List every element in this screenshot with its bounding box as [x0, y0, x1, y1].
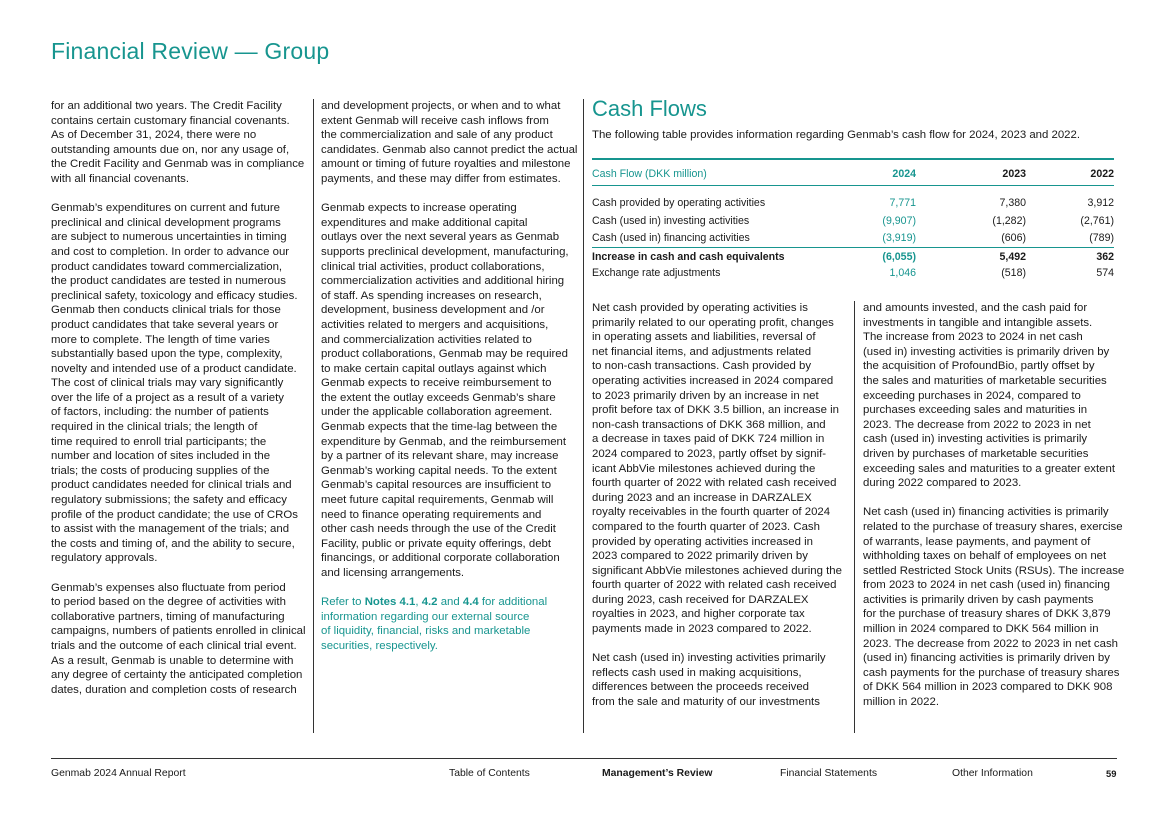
text-line: As a result, Genmab is unable to determine with [51, 654, 294, 667]
text-line: to non-cash transactions. Cash provided by [592, 360, 812, 373]
text-line: preclinical and clinical development programs [51, 216, 281, 229]
text-column-1 [51, 99, 306, 697]
text-column-3 [592, 301, 847, 710]
text-line: Genmab then conducts clinical trials for those [51, 304, 281, 317]
text-line: As of December 31, 2024, there were no [51, 129, 257, 142]
text-line: collaborative partners, timing of manufacturing [51, 610, 285, 623]
section-title: Cash Flows [592, 96, 707, 121]
text-line: Genmab’s working capital needs. To the extent [321, 464, 557, 477]
text-line: non-cash transactions of DKK 368 million, and [592, 418, 826, 431]
paragraph [321, 201, 578, 580]
text-line: reflects cash used in making acquisitions, [592, 666, 802, 679]
text-line: development, business development and /or [321, 304, 545, 317]
text-line: extent Genmab will receive cash inflows from [321, 114, 549, 127]
text-line: fourth quarter of 2022 with related cash received [592, 579, 837, 592]
text-line: the costs and timing of, and the ability to secure, [51, 537, 295, 550]
text-line: profit before tax of DKK 3.5 billion, an increase in [592, 404, 839, 417]
text-line: exceeding sales and maturities to a greater extent [863, 462, 1116, 475]
text-line: financings, or additional corporate collaboration [321, 552, 560, 565]
text-line: related to the purchase of treasury shares, exercise [863, 520, 1123, 533]
text-line: and cost to completion. In order to advance our [51, 245, 290, 258]
header-2024: 2024 [892, 168, 916, 180]
text-line: expenditures and make additional capital [321, 216, 528, 229]
text-line: commercialization activities and additional hiring [321, 275, 565, 288]
text-line: activities related to mergers and acquisitions, [321, 318, 549, 331]
paragraph [863, 301, 1121, 491]
text-line: the Credit Facility and Genmab was in compliance [51, 158, 305, 171]
column-divider [313, 99, 314, 733]
text-line: and development projects, or when and to what [321, 100, 561, 112]
text-line: need to finance operating requirements and [321, 508, 542, 521]
text-line: preclinical safety, toxicology and efficacy studies. [51, 289, 298, 302]
text-line: (used in) investing activities is primarily driven by [863, 345, 1110, 358]
text-line: the commercialization and sale of any product [321, 129, 553, 142]
text-line: payments, and these may differ from estimates. [321, 172, 561, 185]
footer-report-name: Genmab 2024 Annual Report [51, 768, 186, 779]
text-line: dates, duration and completion costs of research [51, 683, 297, 696]
text-line: activities is primarily driven by cash payments [863, 593, 1094, 606]
text-line: purchases exceeding sales and maturities in [863, 404, 1088, 417]
text-line: cash payments for the purchase of treasury shares [863, 666, 1120, 679]
text-line: regulatory approvals. [51, 552, 158, 565]
footer-link-management-review[interactable]: Management’s Review [602, 768, 713, 779]
text-line: during 2023, cash received for DARZALEX [592, 593, 809, 606]
text-line: by a partner of its relevant share, may increase [321, 450, 559, 463]
text-line: investments in tangible and intangible assets. [863, 316, 1093, 329]
text-line: driven by purchases of marketable securities [863, 447, 1089, 460]
text-line: the sales and maturities of marketable securities [863, 374, 1107, 387]
text-line: trials and the outcome of each clinical trial event. [51, 639, 297, 652]
paragraph [51, 201, 306, 566]
text-line: substantially based upon the type, complexity, [51, 348, 283, 361]
header-label: Cash Flow (DKK million) [592, 168, 707, 180]
text-line: product collaborations, Genmab may be required [321, 348, 568, 361]
text-line: 2023. The decrease from 2022 to 2023 in net cash [863, 637, 1118, 650]
text-line: product candidates needed for clinical trials and [51, 479, 292, 492]
text-line: profile of the product candidate; the use of CROs [51, 508, 298, 521]
text-line: the extent the outlay exceeds Genmab’s share [321, 391, 556, 404]
section-intro: The following table provides information regarding Genmab’s cash flow for 2024, 2023 and 2022. [592, 129, 1080, 141]
paragraph [51, 99, 306, 187]
text-line: of staff. As spending increases on research, [321, 289, 542, 302]
text-line: the acquisition of ProfoundBio, partly offset by [863, 360, 1095, 373]
text-line: Genmab expects to receive reimbursement to [321, 377, 552, 390]
header-2022: 2022 [1090, 168, 1114, 180]
header-2023: 2023 [1002, 168, 1026, 180]
paragraph [51, 581, 306, 698]
text-line: campaigns, numbers of patients enrolled in clinical [51, 625, 306, 638]
text-line: withholding taxes on behalf of employees on net [863, 550, 1107, 563]
table-header [592, 160, 1114, 186]
text-line: and licensing arrangements. [321, 567, 465, 579]
text-line: and amounts invested, and the cash paid for [863, 302, 1088, 314]
column-divider [854, 301, 855, 733]
column-divider [583, 99, 584, 733]
paragraph [863, 505, 1125, 709]
text-line: Net cash provided by operating activities is [592, 302, 808, 314]
text-line: Facility, public or private equity offerings, debt [321, 537, 552, 550]
text-line: significant AbbVie milestones achieved during the [592, 564, 842, 577]
text-line: the product candidates are tested in numerous [51, 275, 286, 288]
note-link-4-2[interactable]: 4.2 [421, 596, 438, 609]
text-line: Genmab’s expenses also fluctuate from period [51, 581, 286, 594]
text-line: required in the clinical trials; the length of [51, 421, 258, 434]
text-line: Net cash (used in) financing activities is primarily [863, 506, 1109, 519]
text-line: regulatory submissions; the safety and efficacy [51, 494, 287, 507]
text-line: outstanding amounts due on, nor any usage of, [51, 143, 290, 156]
table-row-total: Increase in cash and cash equivalents (6,055) 5,492 362 [592, 247, 1114, 265]
text-line: clinical trial activities, product collaborations, [321, 260, 545, 273]
text-line: product candidates toward commercialization, [51, 260, 283, 273]
text-line: and commercialization activities related to [321, 333, 532, 346]
footer-link-financial-statements[interactable]: Financial Statements [780, 768, 878, 779]
text-line: any degree of certainty the anticipated completion [51, 669, 303, 682]
text-line: novelty and intended use of a product candidate. [51, 362, 297, 375]
text-column-2 [321, 99, 578, 654]
text-line: primarily related to our operating profit, changes [592, 316, 834, 329]
text-line: exceeding purchases in 2024, compared to [863, 389, 1081, 402]
text-line: The cost of clinical trials may vary significantly [51, 377, 284, 390]
text-line: Genmab’s capital resources are insufficient to [321, 479, 552, 492]
text-line: million in 2024 compared to DKK 564 million in [863, 623, 1099, 636]
paragraph [321, 99, 578, 187]
text-line: million in 2022. [863, 696, 939, 709]
table-row: Exchange rate adjustments 1,046 (518) 574 [592, 267, 1114, 279]
text-line: 2023. The decrease from 2022 to 2023 in net [863, 418, 1091, 431]
text-line: cash (used in) investing activities is primarily [863, 433, 1088, 446]
text-line: are subject to numerous uncertainties in timing [51, 231, 287, 244]
text-line: provided by operating activities increased in [592, 535, 813, 548]
footer-link-other-information[interactable]: Other Information [952, 768, 1033, 779]
text-line: payments made in 2023 compared to 2022. [592, 623, 812, 636]
text-line: 2024 compared to 2023, partly offset by signif- [592, 447, 827, 460]
text-line: settled Restricted Stock Units (RSUs). The increase [863, 564, 1125, 577]
text-line: operating activities increased in 2024 compared [592, 374, 834, 387]
text-line: expenditure by Genmab, and the reimbursement [321, 435, 567, 448]
text-line: during 2023 and an increase in DARZALEX [592, 491, 812, 504]
paragraph [592, 301, 847, 637]
text-line: compared to the fourth quarter of 2023. Cash [592, 520, 820, 533]
note-link-4-1[interactable]: Notes 4.1 [364, 596, 416, 609]
text-line: The increase from 2023 to 2024 in net cash [863, 331, 1083, 344]
text-line: contains certain customary financial covenants. [51, 114, 290, 127]
text-line: supports preclinical development, manufacturing, [321, 245, 569, 258]
page-title: Financial Review — Group [51, 38, 330, 64]
text-line: under the applicable collaboration agreement. [321, 406, 553, 419]
text-line: from 2023 to 2024 in net cash (used in) financing [863, 579, 1110, 592]
text-line: Genmab expects that the time-lag between the [321, 421, 558, 434]
text-line: of warrants, lease payments, and payment of [863, 535, 1091, 548]
text-line: more to complete. The length of time varies [51, 333, 270, 346]
text-line: for the purchase of treasury shares of DKK 3,879 [863, 608, 1111, 621]
text-line: to period based on the degree of activities with [51, 596, 286, 609]
text-line: to make certain capital outlays against which [321, 362, 547, 375]
text-line: amount or timing of future royalties and milestone [321, 158, 571, 171]
text-line: with all financial covenants. [51, 172, 190, 185]
notes-reference: Refer to Notes 4.1, 4.2 and 4.4 for additional information regarding our external source of liquidity, financial, risks and marketable securities, respectively. [321, 596, 548, 652]
footer-rule [51, 758, 1117, 759]
page-number: 59 [1106, 768, 1117, 779]
text-line: Genmab expects to increase operating [321, 202, 517, 215]
text-line: fourth quarter of 2022 with related cash received [592, 477, 837, 490]
text-line: for an additional two years. The Credit Facility [51, 100, 282, 112]
text-line: to 2023 primarily driven by an increase in net [592, 389, 819, 402]
text-line: Net cash (used in) investing activities primarily [592, 652, 826, 665]
text-line: (used in) financing activities is primarily driven by [863, 652, 1110, 665]
text-line: product candidates that take several years or [51, 318, 279, 331]
text-line: outlays over the next several years as Genmab [321, 231, 560, 244]
text-column-4 [863, 301, 1125, 710]
table-row: Cash provided by operating activities 7,771 7,380 3,912 [592, 197, 1114, 209]
paragraph [592, 651, 847, 709]
table-row: Cash (used in) financing activities (3,919) (606) (789) [592, 232, 1114, 244]
text-line: other cash needs through the use of the Credit [321, 523, 556, 536]
text-line: royalties in 2023, and higher corporate tax [592, 608, 805, 621]
note-link-4-4[interactable]: 4.4 [462, 596, 479, 609]
text-line: time required to enroll trial participants; the [51, 435, 267, 448]
text-line: in operating assets and liabilities, reversal of [592, 331, 816, 344]
table-row: Cash (used in) investing activities (9,907) (1,282) (2,761) [592, 214, 1114, 227]
text-line: of factors, including: the number of patients [51, 406, 269, 419]
text-line: during 2022 compared to 2023. [863, 477, 1022, 490]
text-line: of DKK 564 million in 2023 compared to DKK 908 [863, 681, 1113, 694]
cash-flow-table [592, 158, 1114, 282]
text-line: differences between the proceeds received [592, 681, 809, 694]
text-line: royalty receivables in the fourth quarter of 2024 [592, 506, 831, 519]
text-line: meet future capital requirements, Genmab will [321, 494, 554, 507]
text-line: net financial items, and adjustments related [592, 345, 812, 358]
text-line: trials; the costs of producing supplies of the [51, 464, 270, 477]
text-line: icant AbbVie milestones achieved during the [592, 462, 816, 475]
text-line: a decrease in taxes paid of DKK 724 million in [592, 433, 825, 446]
text-line: candidates. Genmab also cannot predict the actual [321, 143, 578, 156]
footer-link-table-of-contents[interactable]: Table of Contents [449, 768, 530, 779]
text-line: over the life of a project as a result of a variety [51, 391, 284, 404]
text-line: 2023 compared to 2022 primarily driven by [592, 550, 808, 563]
text-line: from the sale and maturity of our investments [592, 696, 820, 709]
text-line: number and location of sites included in the [51, 450, 271, 463]
text-line: Genmab’s expenditures on current and future [51, 202, 281, 215]
text-line: to assist with the management of the trials; and [51, 523, 290, 536]
